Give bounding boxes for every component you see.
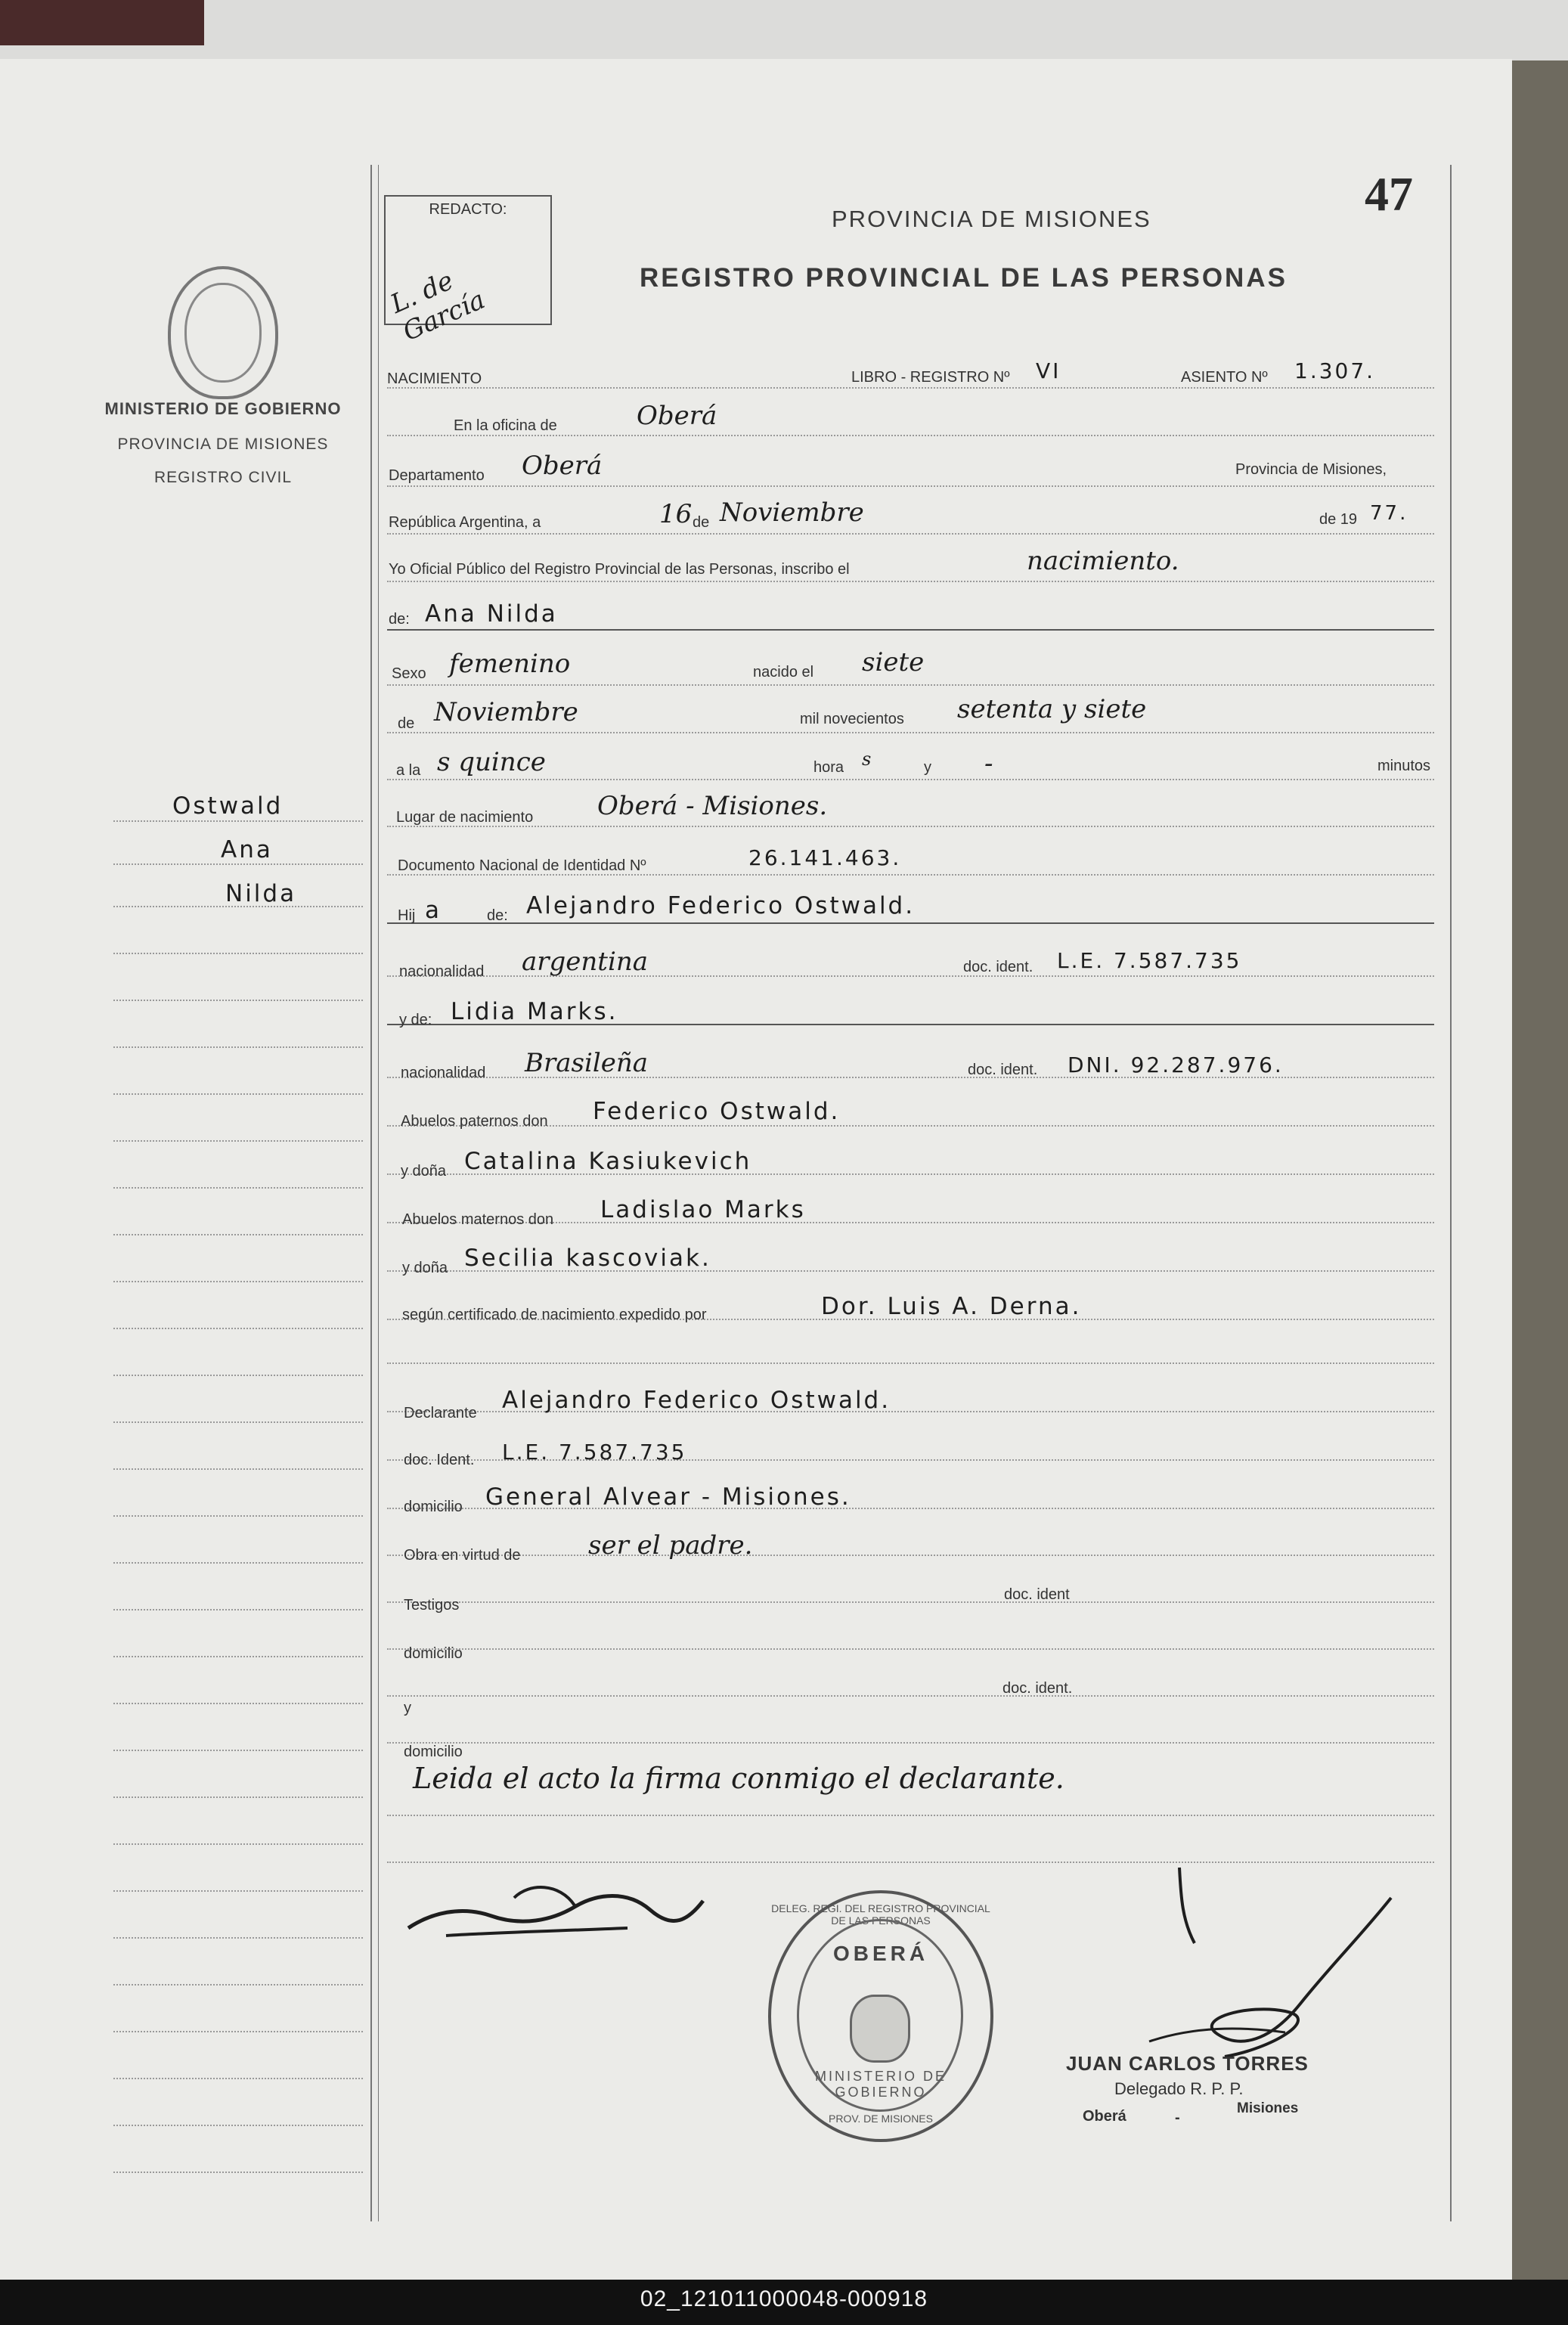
hijo-suffix: a xyxy=(425,897,442,924)
horas-label: hora xyxy=(813,759,844,776)
ministry-line3: REGISTRO CIVIL xyxy=(153,469,293,486)
margin-rule-inner xyxy=(378,165,379,2221)
witness2-address-label: domicilio xyxy=(404,1744,463,1760)
margin-note-surname: Ostwald xyxy=(172,792,284,820)
witness-doc-label: doc. ident xyxy=(1004,1586,1070,1603)
declarant-value: Alejandro Federico Ostwald. xyxy=(502,1387,891,1414)
y-label: y xyxy=(924,759,931,776)
stamp-center-text: OBERÁ xyxy=(832,1942,929,1965)
declarant-address-value: General Alvear - Misiones. xyxy=(485,1483,851,1511)
y-value: - xyxy=(984,749,993,779)
maternal-grandmother-value: Secilia kascoviak. xyxy=(464,1245,711,1272)
background-top xyxy=(0,0,1568,60)
nacionalidad2-value: Brasileña xyxy=(525,1048,648,1078)
name-de-label: de: xyxy=(389,611,410,628)
declarant-doc-label: doc. Ident. xyxy=(404,1452,475,1468)
lugar-value: Oberá - Misiones. xyxy=(597,791,828,821)
alas-value: s quince xyxy=(437,747,546,777)
obra-value: ser el padre. xyxy=(588,1530,753,1561)
registry-title: REGISTRO PROVINCIAL DE LAS PERSONAS xyxy=(640,263,1288,293)
year-value: 77. xyxy=(1370,502,1408,525)
maternal-grandmother-label: y doña xyxy=(402,1260,448,1276)
redacto-box xyxy=(384,195,552,348)
paternal-grandmother-value: Catalina Kasiukevich xyxy=(464,1148,752,1175)
province-title: PROVINCIA DE MISIONES xyxy=(832,206,1151,232)
lugar-label: Lugar de nacimiento xyxy=(396,809,534,826)
paternal-grandmother-label: y doña xyxy=(401,1163,447,1180)
doc2-label: doc. ident. xyxy=(968,1062,1038,1078)
official-signature xyxy=(1134,1852,1421,2079)
nacido-label: nacido el xyxy=(753,664,814,680)
mother-de-label: y de: xyxy=(399,1012,432,1028)
official-stamp xyxy=(768,1890,993,2142)
witnesses-label: Testigos xyxy=(404,1597,460,1614)
official-title: Delegado R. P. P. xyxy=(1114,2079,1244,2098)
nacionalidad1-value: argentina xyxy=(522,947,649,977)
year-label: de 19 xyxy=(1319,511,1358,528)
official-name: JUAN CARLOS TORRES xyxy=(1066,2052,1309,2075)
nacido-value: siete xyxy=(862,647,925,677)
doc1-label: doc. ident. xyxy=(963,959,1033,975)
oficial-label: Yo Oficial Público del Registro Provincial de las Personas, inscribo el xyxy=(389,561,850,578)
margin-rule-right xyxy=(1450,165,1452,2221)
witness2-y-label: y xyxy=(404,1700,411,1716)
oficina-label: En la oficina de xyxy=(454,417,557,434)
margin-note-name2: Nilda xyxy=(225,880,297,907)
official-place1: Oberá xyxy=(1083,2108,1126,2125)
departamento-label: Departamento xyxy=(389,467,485,484)
stamp-outer-text: DELEG. REGI. DEL REGISTRO PROVINCIAL DE LAS PERSONAS xyxy=(771,1902,990,1927)
asiento-value: 1.307. xyxy=(1294,358,1376,383)
declarant-doc-value: L.E. 7.587.735 xyxy=(502,1440,687,1465)
declarant-signature xyxy=(401,1868,718,1958)
oficial-value: nacimiento. xyxy=(1027,546,1179,576)
mother-name: Lidia Marks. xyxy=(451,998,618,1025)
declarant-label: Declarante xyxy=(404,1405,477,1421)
redacto-signature: L. de García xyxy=(386,265,490,348)
ministry-line2: PROVINCIA DE MISIONES xyxy=(117,436,329,453)
child-name: Ana Nilda xyxy=(425,600,558,628)
witness-address-label: domicilio xyxy=(404,1645,463,1662)
hijo-de-label: de: xyxy=(487,907,508,924)
asiento-label: ASIENTO Nº xyxy=(1181,369,1268,386)
closing-statement: Leida el acto la firma conmigo el declarante. xyxy=(413,1762,1064,1795)
doc2-value: DNI. 92.287.976. xyxy=(1068,1052,1284,1077)
margin-note-name1: Ana xyxy=(221,836,273,863)
republica-label: República Argentina, a xyxy=(389,514,541,531)
father-name: Alejandro Federico Ostwald. xyxy=(526,892,916,919)
libro-label: LIBRO - REGISTRO Nº xyxy=(851,369,1010,386)
alas-label: a la xyxy=(396,762,421,779)
declarant-address-label: domicilio xyxy=(404,1499,463,1515)
month-value: Noviembre xyxy=(720,498,864,528)
dni-label: Documento Nacional de Identidad Nº xyxy=(398,857,646,874)
oficina-value: Oberá xyxy=(637,401,717,431)
doc1-value: L.E. 7.587.735 xyxy=(1057,948,1242,973)
margin-rule-left xyxy=(370,165,372,2221)
mil-value: setenta y siete xyxy=(957,694,1147,724)
minutos-label: minutos xyxy=(1377,758,1431,774)
page-number: 47 xyxy=(1365,167,1413,221)
sexo-label: Sexo xyxy=(392,665,426,682)
certificate-value: Dor. Luis A. Derna. xyxy=(821,1293,1082,1320)
paternal-grandfather-value: Federico Ostwald. xyxy=(593,1098,841,1125)
maternal-grandfather-value: Ladislao Marks xyxy=(600,1196,806,1223)
ministry-crest-seal xyxy=(168,266,278,399)
departamento-value: Oberá xyxy=(522,451,603,481)
day-value: 16 xyxy=(659,499,693,529)
libro-value: VI xyxy=(1036,358,1061,383)
witness2-doc-label: doc. ident. xyxy=(1002,1680,1073,1697)
mil-label: mil novecientos xyxy=(800,711,904,727)
footer-caption: 02_121011000048-000918 xyxy=(640,2286,928,2311)
nacionalidad1-label: nacionalidad xyxy=(399,963,485,980)
official-place-dash: - xyxy=(1175,2110,1180,2126)
provincia-suffix: Provincia de Misiones, xyxy=(1235,461,1387,478)
official-place2: Misiones xyxy=(1237,2100,1299,2116)
birth-month-value: Noviembre xyxy=(434,697,578,727)
stamp-bottom-text: PROV. DE MISIONES xyxy=(829,2113,933,2125)
ministry-line1: MINISTERIO DE GOBIERNO xyxy=(104,399,342,418)
stamp-crest xyxy=(850,1995,910,2063)
certificate-label: según certificado de nacimiento expedido por xyxy=(402,1307,707,1323)
maternal-grandfather-label: Abuelos maternos don xyxy=(402,1211,554,1228)
paternal-grandfather-label: Abuelos paternos don xyxy=(401,1113,548,1130)
record-type-label: NACIMIENTO xyxy=(387,370,482,387)
month-de-label: de xyxy=(693,514,710,531)
obra-label: Obra en virtud de xyxy=(404,1547,521,1564)
nacionalidad2-label: nacionalidad xyxy=(401,1065,486,1081)
hijo-label: Hij xyxy=(398,907,416,924)
horas-value: s xyxy=(862,749,872,770)
dni-value: 26.141.463. xyxy=(748,845,902,870)
book-cover-edge xyxy=(0,0,204,45)
redacto-label: REDACTO: xyxy=(429,201,507,218)
birth-month-de-label: de xyxy=(398,715,415,732)
stamp-ministry-text: MINISTERIO DE GOBIERNO xyxy=(814,2069,947,2100)
sexo-value: femenino xyxy=(449,649,571,679)
